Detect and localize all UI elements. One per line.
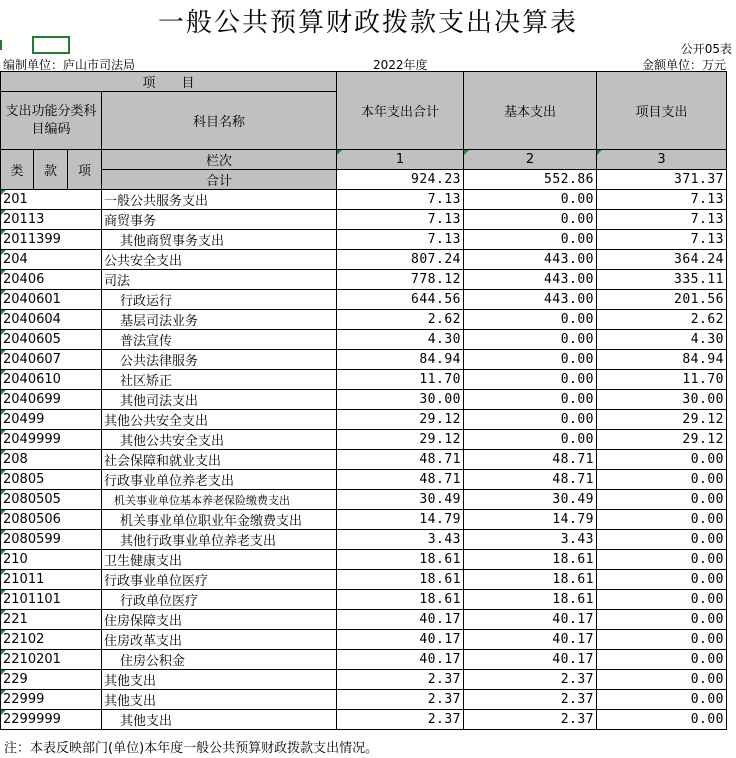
row-name[interactable]: 一般公共服务支出	[102, 190, 337, 210]
row-project[interactable]: 29.12	[597, 430, 727, 450]
table-row	[1, 550, 727, 570]
row-code[interactable]: 2080599	[1, 530, 102, 550]
row-project[interactable]: 0.00	[597, 530, 727, 550]
row-project[interactable]: 4.30	[597, 330, 727, 350]
row-basic[interactable]: 0.00	[464, 390, 597, 410]
row-project[interactable]: 7.13	[597, 230, 727, 250]
row-name[interactable]: 住房公积金	[102, 650, 337, 670]
row-basic[interactable]: 0.00	[464, 190, 597, 210]
row-basic[interactable]: 40.17	[464, 650, 597, 670]
total-sum: 924.23	[337, 170, 464, 190]
header-basic: 基本支出	[464, 72, 597, 150]
table-row	[1, 610, 727, 630]
row-total[interactable]: 18.61	[337, 590, 464, 610]
table-row	[1, 190, 727, 210]
row-basic[interactable]: 2.37	[464, 670, 597, 690]
row-basic[interactable]: 40.17	[464, 610, 597, 630]
table-row	[1, 290, 727, 310]
row-name[interactable]: 其他商贸事务支出	[102, 230, 337, 250]
row-code[interactable]: 2101101	[1, 590, 102, 610]
table-row	[1, 650, 727, 670]
fiscal-year: 2022年度	[373, 58, 428, 72]
row-project[interactable]: 30.00	[597, 390, 727, 410]
row-code[interactable]: 204	[1, 250, 102, 270]
report-title: 一般公共预算财政拨款支出决算表	[157, 8, 578, 38]
col-number-3: 3	[597, 150, 727, 170]
row-name[interactable]: 住房改革支出	[102, 630, 337, 650]
table-row	[1, 590, 727, 610]
row-total[interactable]: 807.24	[337, 250, 464, 270]
row-name[interactable]: 行政运行	[102, 290, 337, 310]
header-kuan: 款	[34, 150, 68, 190]
row-name[interactable]: 其他支出	[102, 690, 337, 710]
row-project[interactable]: 335.11	[597, 270, 727, 290]
row-basic[interactable]: 2.37	[464, 690, 597, 710]
header-total: 本年支出合计	[337, 72, 464, 150]
col-number-2: 2	[464, 150, 597, 170]
row-name[interactable]: 其他司法支出	[102, 390, 337, 410]
row-code[interactable]: 210	[1, 550, 102, 570]
table-row	[1, 710, 727, 730]
total-label: 合计	[102, 170, 337, 190]
row-total[interactable]: 14.79	[337, 510, 464, 530]
table-row	[1, 310, 727, 330]
row-basic[interactable]: 0.00	[464, 430, 597, 450]
row-code[interactable]: 20499	[1, 410, 102, 430]
row-code[interactable]: 2011399	[1, 230, 102, 250]
row-name[interactable]: 机关事业单位基本养老保险缴费支出	[102, 490, 337, 510]
row-project[interactable]: 2.62	[597, 310, 727, 330]
row-total[interactable]: 4.30	[337, 330, 464, 350]
row-total[interactable]: 2.37	[337, 670, 464, 690]
row-project[interactable]: 7.13	[597, 190, 727, 210]
row-code[interactable]: 2080505	[1, 490, 102, 510]
row-total[interactable]: 7.13	[337, 190, 464, 210]
row-code[interactable]: 22102	[1, 630, 102, 650]
row-project[interactable]: 0.00	[597, 450, 727, 470]
expenditure-table	[0, 71, 727, 730]
row-basic[interactable]: 3.43	[464, 530, 597, 550]
table-row	[1, 210, 727, 230]
col-number-1: 1	[337, 150, 464, 170]
row-code[interactable]: 2040604	[1, 310, 102, 330]
row-project[interactable]: 0.00	[597, 670, 727, 690]
row-basic[interactable]: 48.71	[464, 450, 597, 470]
row-project[interactable]: 0.00	[597, 610, 727, 630]
row-basic[interactable]: 0.00	[464, 370, 597, 390]
row-name[interactable]: 机关事业单位职业年金缴费支出	[102, 510, 337, 530]
row-basic[interactable]: 14.79	[464, 510, 597, 530]
row-basic[interactable]: 2.37	[464, 710, 597, 730]
row-total[interactable]: 40.17	[337, 610, 464, 630]
row-project[interactable]: 0.00	[597, 550, 727, 570]
row-project[interactable]: 0.00	[597, 490, 727, 510]
row-basic[interactable]: 0.00	[464, 410, 597, 430]
table-row	[1, 430, 727, 450]
row-total[interactable]: 11.70	[337, 370, 464, 390]
header-project: 项目支出	[597, 72, 727, 150]
selected-cell[interactable]	[32, 36, 70, 54]
row-basic[interactable]: 18.61	[464, 550, 597, 570]
row-code[interactable]: 208	[1, 450, 102, 470]
row-code[interactable]: 2040601	[1, 290, 102, 310]
row-name[interactable]: 其他支出	[102, 670, 337, 690]
row-total[interactable]: 40.17	[337, 630, 464, 650]
table-row	[1, 630, 727, 650]
row-basic[interactable]: 48.71	[464, 470, 597, 490]
row-basic[interactable]: 30.49	[464, 490, 597, 510]
row-name[interactable]: 司法	[102, 270, 337, 290]
row-name[interactable]: 社会保障和就业支出	[102, 450, 337, 470]
cell-marker	[0, 40, 2, 50]
row-name[interactable]: 行政事业单位医疗	[102, 570, 337, 590]
row-total[interactable]: 30.49	[337, 490, 464, 510]
row-code[interactable]: 2040610	[1, 370, 102, 390]
row-basic[interactable]: 443.00	[464, 250, 597, 270]
header-lei: 类	[1, 150, 34, 190]
row-project[interactable]: 29.12	[597, 410, 727, 430]
row-total[interactable]: 48.71	[337, 450, 464, 470]
table-row	[1, 350, 727, 370]
row-total[interactable]: 18.61	[337, 570, 464, 590]
table-row	[1, 490, 727, 510]
row-name[interactable]: 行政事业单位养老支出	[102, 470, 337, 490]
row-code[interactable]: 20805	[1, 470, 102, 490]
row-basic[interactable]: 0.00	[464, 310, 597, 330]
table-row	[1, 670, 727, 690]
row-project[interactable]: 0.00	[597, 570, 727, 590]
row-name[interactable]: 普法宣传	[102, 330, 337, 350]
row-project[interactable]: 364.24	[597, 250, 727, 270]
row-project[interactable]: 0.00	[597, 650, 727, 670]
row-total[interactable]: 84.94	[337, 350, 464, 370]
row-total[interactable]: 29.12	[337, 410, 464, 430]
table-row	[1, 570, 727, 590]
table-row	[1, 530, 727, 550]
row-code[interactable]: 2040605	[1, 330, 102, 350]
row-total[interactable]: 40.17	[337, 650, 464, 670]
table-row	[1, 330, 727, 350]
table-row	[1, 450, 727, 470]
row-basic[interactable]: 443.00	[464, 290, 597, 310]
row-name[interactable]: 卫生健康支出	[102, 550, 337, 570]
row-total[interactable]: 29.12	[337, 430, 464, 450]
row-name[interactable]: 公共法律服务	[102, 350, 337, 370]
row-code[interactable]: 21011	[1, 570, 102, 590]
row-name[interactable]: 其他公共安全支出	[102, 430, 337, 450]
row-project[interactable]: 84.94	[597, 350, 727, 370]
row-project[interactable]: 0.00	[597, 690, 727, 710]
row-project[interactable]: 0.00	[597, 470, 727, 490]
row-basic[interactable]: 0.00	[464, 210, 597, 230]
row-basic[interactable]: 0.00	[464, 230, 597, 250]
table-row	[1, 690, 727, 710]
row-name[interactable]: 公共安全支出	[102, 250, 337, 270]
row-total[interactable]: 2.62	[337, 310, 464, 330]
header-lanci: 栏次	[102, 150, 337, 170]
row-code[interactable]: 22999	[1, 690, 102, 710]
row-name[interactable]: 其他支出	[102, 710, 337, 730]
header-item: 项 目	[1, 72, 337, 92]
row-total[interactable]: 7.13	[337, 230, 464, 250]
total-project: 371.37	[597, 170, 727, 190]
row-name[interactable]: 其他行政事业单位养老支出	[102, 530, 337, 550]
row-project[interactable]: 7.13	[597, 210, 727, 230]
row-total[interactable]: 778.12	[337, 270, 464, 290]
row-code[interactable]: 201	[1, 190, 102, 210]
unit-label: 编制单位：庐山市司法局	[3, 58, 136, 72]
row-name[interactable]: 商贸事务	[102, 210, 337, 230]
row-code[interactable]: 2040607	[1, 350, 102, 370]
row-name[interactable]: 社区矫正	[102, 370, 337, 390]
table-row	[1, 230, 727, 250]
footnote: 注：本表反映部门(单位)本年度一般公共预算财政拨款支出情况。	[4, 741, 379, 756]
row-name[interactable]: 其他公共安全支出	[102, 410, 337, 430]
row-project[interactable]: 0.00	[597, 510, 727, 530]
row-total[interactable]: 18.61	[337, 550, 464, 570]
row-total[interactable]: 644.56	[337, 290, 464, 310]
row-project[interactable]: 0.00	[597, 590, 727, 610]
form-number: 公开05表	[680, 42, 732, 56]
row-basic[interactable]: 40.17	[464, 630, 597, 650]
row-basic[interactable]: 18.61	[464, 570, 597, 590]
row-basic[interactable]: 0.00	[464, 330, 597, 350]
row-code[interactable]: 2080506	[1, 510, 102, 530]
row-project[interactable]: 11.70	[597, 370, 727, 390]
total-basic: 552.86	[464, 170, 597, 190]
row-total[interactable]: 30.00	[337, 390, 464, 410]
row-total[interactable]: 2.37	[337, 690, 464, 710]
row-basic[interactable]: 443.00	[464, 270, 597, 290]
table-row	[1, 390, 727, 410]
row-basic[interactable]: 0.00	[464, 350, 597, 370]
row-basic[interactable]: 18.61	[464, 590, 597, 610]
row-code[interactable]: 2049999	[1, 430, 102, 450]
row-project[interactable]: 0.00	[597, 710, 727, 730]
table-row	[1, 410, 727, 430]
row-code[interactable]: 20406	[1, 270, 102, 290]
table-row	[1, 250, 727, 270]
header-xiang: 项	[68, 150, 102, 190]
table-row	[1, 370, 727, 390]
row-name[interactable]: 基层司法业务	[102, 310, 337, 330]
row-code[interactable]: 2040699	[1, 390, 102, 410]
row-code[interactable]: 2210201	[1, 650, 102, 670]
row-name[interactable]: 住房保障支出	[102, 610, 337, 630]
table-row	[1, 470, 727, 490]
row-total[interactable]: 2.37	[337, 710, 464, 730]
row-code[interactable]: 2299999	[1, 710, 102, 730]
table-row	[1, 510, 727, 530]
currency-unit: 金额单位：万元	[641, 58, 726, 72]
table-row	[1, 270, 727, 290]
header-code-group: 支出功能分类科目编码	[1, 92, 102, 150]
row-code[interactable]: 221	[1, 610, 102, 630]
row-name[interactable]: 行政单位医疗	[102, 590, 337, 610]
row-total[interactable]: 3.43	[337, 530, 464, 550]
row-project[interactable]: 201.56	[597, 290, 727, 310]
row-code[interactable]: 20113	[1, 210, 102, 230]
header-name: 科目名称	[102, 92, 337, 150]
row-total[interactable]: 7.13	[337, 210, 464, 230]
row-total[interactable]: 48.71	[337, 470, 464, 490]
row-code[interactable]: 229	[1, 670, 102, 690]
row-project[interactable]: 0.00	[597, 630, 727, 650]
